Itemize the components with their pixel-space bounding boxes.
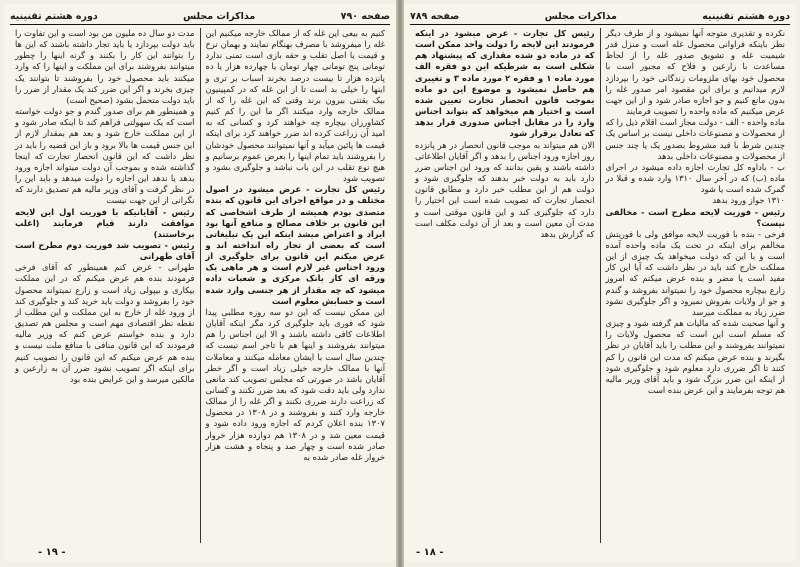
right-page-columns xyxy=(410,28,790,543)
left-page-folio: - ۱۹ - xyxy=(38,547,66,558)
left-page-col-2 xyxy=(10,28,201,543)
right-page-title: مذاکرات مجلس xyxy=(544,10,617,22)
right-page-col-2 xyxy=(410,28,601,543)
paragraph: مدت دو سال ده ملیون من بود است و این تفاوت را باید دولت بپردازد یا باید تجار داشته باشند که این ها را بتوانند این کار را بکنند و گرنه اینها را چطور میتوانند بفروشند برای این مملکت و اینها را که وارد میکنند باید محصول خود را بفروشند تا بتوانند یک چیزی بخرند و اگر این ضرر کند یک مقدار از ضرر را باید دولت متحمل بشود (صحیح است) xyxy=(15,28,195,105)
left-page-col-1 xyxy=(201,28,391,543)
paragraph: رئیس - فوریت لایحه مطرح است - مخالفی نیست؟ xyxy=(605,206,785,228)
book-gutter xyxy=(396,0,404,567)
paragraph: و همینطور هم برای صدور گندم و جو دولت خواسته است که یک سهولتی فراهم کند تا اینکه صادر شود و از این مملکت خارج شود و بعد هم بمقدار لازم از این جنس قیمت ها بالا برود و باز این قضیه را باید در نظر داشت که این قانون انحصار تجارت که اینجا گذاشته شده و بموجب آن دولت میتواند اجازه ورود بدهد یا ندهد این اجازه را دولت میدهد و باید این را در نظر گرفت و آقای وزیر مالیه هم تصدیق دارند که نگرانی از این جهت نیست xyxy=(15,106,195,206)
right-page-header xyxy=(410,8,790,25)
left-page-number: صفحه ۷۹۰ xyxy=(340,10,390,22)
left-page-header xyxy=(10,8,390,25)
left-page-columns xyxy=(10,28,390,543)
paragraph: رئیس - تصویب شد فوریت دوم مطرح است آقای طهرانی xyxy=(15,239,195,262)
paragraph: ۱۳۱۰ جواز ورود بدهد xyxy=(712,195,785,206)
paragraph: ماده واحده - الف - دولت مجاز است اقلام ذیل را که از محصولات و مصنوعات داخلی نیست بر اساس یک چندین شرط با قید مشروط بصدور یک یا چند جنس از محصولات و مصنوعات داخلی بدهد xyxy=(605,117,785,161)
paragraph: رئیس کل تجارت - عرض میشود در اینکه فرمودند این لایحه را دولت واحد ممکن است که در ماده دو شده مقداری که پیشنهاد هم شکلی است به شرطیکه این دو فقره الف مورد ماده ۱ و فقره ۲ مورد ماده ۳ و تغییری هم حاصل نمیشود و موضوع این دو ماده بموجب قانون انحصار تجارت تعیین شده است و اختیار هم میخواهد که بتواند اجناس وارد را در مقابل اجناس صدوری قرار بدهد که تعادل برقرار شود xyxy=(415,28,595,139)
right-page xyxy=(404,4,796,561)
paragraph: و آنها صحبت شده که مالیات هم گرفته شود و چیزی که مسلم است این است که محصول ولایات را نمیتوانند بفروشند و این مطلب را باید آقایان در نظر بگیرند و بنده عرض میکنم که مدت این قانون را کم کنند تا اگر ضرری دارد معلوم شود و جلوگیری شود از اینکه این ضرر بزرگ شود و باید آقای وزیر مالیه هم توجه بفرمایند و این عرض بنده است xyxy=(605,318,785,395)
paragraph: طهرانی - عرض کنم همینطور که آقای فرخی فرمودند بنده هم عرض میکنم که در این مملکت بیکاری و بیپولی زیاد است و زارع نمیتواند محصول خود را بفروشد و دولت باید خرید کند و جلوگیری کند از ورود غله از خارج به این مملکت و این مطلب از نقطه نظر اقتصادی مهم است و مجلس هم تصدیق دارد و بنده خواستم عرض کنم که وزیر مالیه فرمودند که این قانون منافی با منافع ملت نیست و بنده هم عرض میکنم که این قانون را تصویب کنیم برای اینکه اگر تصویب نشود ضرر آن به زارعین و مالکین میرسد و این عرایض بنده بود xyxy=(15,262,195,384)
left-page-session: دوره هشتم تقنینیه xyxy=(10,10,98,22)
paragraph: فرخی - بنده با فوریت لایحه موافق ولی با فوریتش مخالفم برای اینکه در تحت یک ماده واحده آمده است و با این که دولت میخواهد یک چیزی از این مملکت خارج کند باید در نظر داشت که آیا این کار مفید است یا مضر و بنده عرض میکنم که امروز زارع بیچاره محصول خود را نمیتواند بفروشد و گندم و جو از ولایات بفروش نمیرود و اگر جلوگیری نشود ضرر زیاد به مملکت میرسد xyxy=(605,228,785,317)
left-page-title: مذاکرات مجلس xyxy=(183,10,256,22)
paragraph: ب - باداوه کل تجارت اجازه داده میشود در اجرای ماده (ب) که در آخر سال ۱۳۱۰ وارد شده و قبلا در گمرک شده است یا شود xyxy=(605,161,785,195)
paragraph: نکرده و تقدیری متوجه آنها نمیشود و از طرف دیگر نظر باینکه فراوانی محصول غله است و منزل قدر شیمیت غله و تشویق صدور غله را از لحاظ مساعدت با زارعین و فلاح که مجبور است با محصول خود بهای ملزومات زندگانی خود را بپردازد لازم میدانیم و برای این مقصود امر صدور غله را بدون مانع کنیم و جو اجازه صادر شود و از این جهت عرض میکنیم که ماده واحده را تصویب فرمایند xyxy=(605,28,785,117)
paragraph: این ممکن نیست که این دو سه روزه مطلبی پیدا شود که فوری باید جلوگیری کرد مگر اینکه آقایان اطلاعات کافی داشته باشند و الا این اجناس را هم میتوانند بفروشند و اینها هم با تاجر اسم نیست که چندین سال است با ایشان معامله میکنند و معاملات آنها با ممالک خارجه خیلی زیاد است و اگر خطر آقایان باشد در صورتی که مجلس تصویب کند مانعی ندارد ولی باید دقت شود که بعد ضرر نکنند و کسانی که زراعت دارند ضرری نکنند و اگر غله را از ممالک خارجه وارد کنند و بفروشند و در ۱۳۰۸ در محصول ۱۳۰۷ بنده اعلان کردم که اجازه ورود داده شود و قیمت معین شد و در ۱۳۰۸ هم دوازده هزار خروار صادر شده است و چهار صد و پنجاه و هشت هزار خروار غله صادر شده به xyxy=(205,306,385,462)
right-page-session: دوره هشتم تقنینیه xyxy=(702,10,790,22)
right-page-number: صفحه ۷۸۹ xyxy=(410,10,460,22)
paragraph: رئیس کل تجارت - عرض میشود در اصول مختلف و در مواقع اجرای این قانون که بنده متصدی بودم همیشه از طرف اشخاصی که این قانون بر خلاف مصالح و منافع آنها بود ایراد و اعتراض میشد اینکه این یک تبلیغاتی است که بعضی از تجار راه انداخته اند و عرض میکنم این قانون برای جلوگیری از ورود اجناس غیر لازم است و هر ماهی یک ورقه ای کار بانک مرکزی و شعبات داده میشود که چه مقدار از هر جنسی وارد شده است و حسابش معلوم است xyxy=(205,184,385,306)
paragraph: کنیم به بیعی این غله که از ممالک خارجه میکنیم این غله را میفروشد با مصرف بهنگام نمایند و بهمان نرخ و قیمت یا اصل تقلب و حقه بازی است تمنی ندارد تومانی پنج تومانی چهار تومان یا چهارده هزار یا ده پانزده هزار تا بیست درصد بخرند اسباب بر تری و اینها را خیلی بد است تا از این غله که در کمپینیون بیک بقتنی بیرون برند وقتی که این غله را که از ممالک خارجه وارد میکنند اگر ما این را کم کنیم کشاورزان بیچاره چه خواهند کرد و کسانی که به امید آن زراعت کرده اند ضرر خواهند کرد برای اینکه قیمت ها پائین میآید و آنها نمیتوانند محصول خودشان را بفروشند باید تمام اینها را بعرض عموم برسانیم و هیچ نوع تقلب در این باب نباشد و جلوگیری بشود و تصویب شود xyxy=(205,28,385,184)
right-page-col-1 xyxy=(601,28,791,543)
paragraph: الان هم میتواند به موجب قانون انحصار در هر پانزده روز اجازه ورود اجناس را بدهد و اگر آقایان اطلاعاتی داشته باشند و یقین بدانند که ورود این اجناس ضرر دارد باید به دولت خبر بدهند که جلوگیری شود و دولت هم از این مطلب خبر دارد و مطابق قانون انحصار تجارت که تصویب شده است این اختیار را دارد که جلوگیری کند و این قانون موقتی است و مدت آن معین است و بعد از آن دولت مکلف است که گزارش بدهد xyxy=(415,139,595,239)
paragraph: رئیس - آقایانیکه با فوریت اول این لایحه موافقت دارند قیام فرمایند (اغلب برخاستند) xyxy=(15,206,195,239)
left-page xyxy=(4,4,396,561)
right-page-folio: - ۱۸ - xyxy=(416,547,444,558)
